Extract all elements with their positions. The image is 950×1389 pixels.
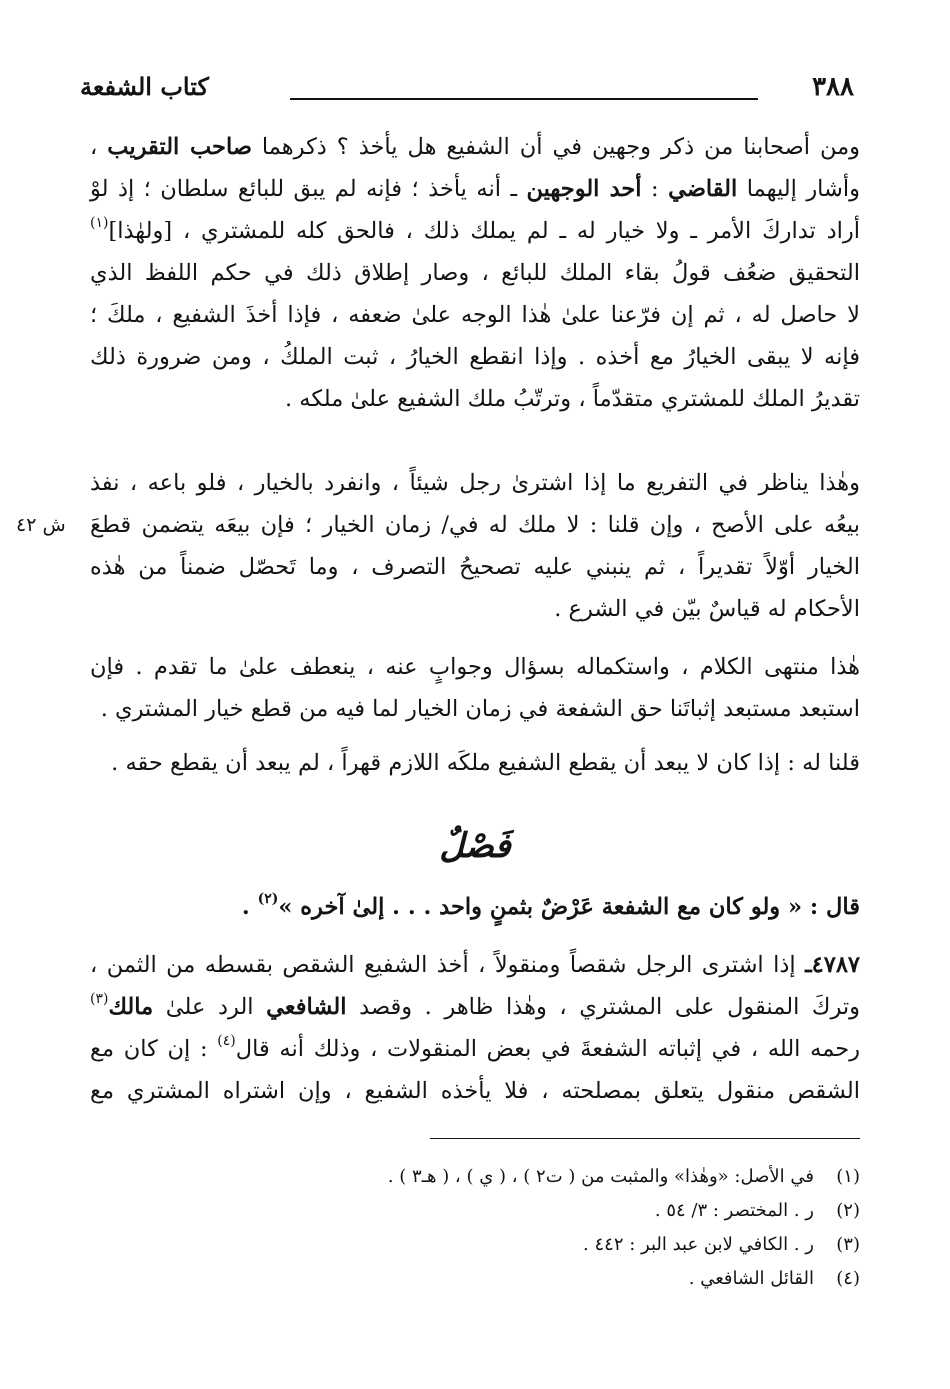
bold-name: الشافعي [266, 994, 347, 1020]
footnote-ref: (٤) [217, 1033, 236, 1049]
manuscript-margin-note: ش ٤٢ [16, 514, 66, 536]
section-heading-fasl: فَصْلٌ [439, 826, 511, 866]
text-line: وهٰذا يناظر في التفريع ما إذا اشترىٰ رجل شيئاً ، وانفرد بالخيار ، فلو باعه ، نفذ [90, 470, 860, 496]
bold-name: صاحب التقريب [107, 134, 252, 160]
footnote: (١) في الأصل: «وهٰذا» والمثبت من ( ت٢ ) ، ( ي ) ، ( هـ٣ ) . [387, 1166, 860, 1187]
footnote: (٤) القائل الشافعي . [688, 1268, 860, 1289]
footnote-ref: (٢) [257, 891, 279, 907]
paragraph-3 [90, 646, 860, 730]
paragraph-2 [90, 462, 860, 630]
text-line: استبعد مستبعد إثباتَنا حق الشفعة في زمان الخيار لما فيه من قطع خيار المشتري . [100, 696, 860, 722]
text-line: تقديرُ الملك للمشتري متقدّماً ، وترتّبُ ملك الشفيع علىٰ ملكه . [284, 386, 860, 412]
paragraph-5 [90, 944, 860, 1112]
text-line: ومن أصحابنا من ذكر وجهين في أن الشفيع هل يأخذ ؟ ذكرهما صاحب التقريب ، [90, 134, 860, 160]
text-line: أراد تداركَ الأمر ـ ولا خيار له ـ لم يملك ذلك ، فالحق كله للمشتري ، [ولهٰذا]$^{(١)}$ [90, 215, 860, 244]
paragraph-4 [90, 742, 860, 784]
text-line: وأشار إليهما القاضي : أحد الوجهين ـ أنه يأخذ ؛ فإنه لم يبق للبائع سلطان ؛ إذ لوْ [90, 176, 861, 202]
text-line: التحقيق ضعُف قولُ بقاء الملك للبائع ، وصار إطلاق ذلك في حكم اللفظ الذي [90, 260, 860, 286]
footnotes [90, 1160, 860, 1296]
bold-term: أحد الوجهين [526, 176, 642, 202]
text-line: رحمه الله ، في إثباته الشفعةَ في بعض المنقولات ، وذلك أنه قال$^{(٤)}$ : إن كان مع [90, 1033, 860, 1062]
text-line: قال : « ولو كان مع الشفعة عَرْضٌ بثمنٍ واحد . . . إلىٰ آخره »$^{(٢)}$ . [241, 891, 860, 920]
issue-number: ٤٧٨٧ـ [805, 952, 860, 978]
text-line: ٤٧٨٧ـ إذا اشترى الرجل شقصاً ومنقولاً ، أخذ الشفيع الشقص بقسطه من الثمن ، [90, 952, 860, 978]
page-number: ٣٨٨ [812, 72, 854, 102]
text-line: لا حاصل له ، ثم إن فرّعنا علىٰ هٰذا الوجه علىٰ ضعفه ، فإذا أخذَ الشفيع ، ملكَ ؛ [90, 302, 860, 328]
paragraph-1 [90, 126, 860, 420]
text-line: الشقص منقول يتعلق بمصلحته ، فلا يأخذه الشفيع ، وإن اشتراه المشتري مع [90, 1078, 860, 1104]
text-line: وتركَ المنقول على المشتري ، وهٰذا ظاهر . وقصد الشافعي الرد علىٰ مالك$^{(٣)}$ [90, 991, 860, 1020]
footnote-rule [430, 1138, 860, 1139]
book-title: كتاب الشفعة [80, 72, 209, 101]
footnote: (٢) ر . المختصر : ٣/ ٥٤ . [654, 1200, 860, 1221]
footnote-ref: (٣) [90, 991, 109, 1007]
bold-name: القاضي [668, 176, 738, 202]
text-line: الأحكام له قياسٌ بيّن في الشرع . [554, 596, 860, 622]
footnote: (٣) ر . الكافي لابن عبد البر : ٤٤٢ . [583, 1234, 860, 1255]
text-line: قلنا له : إذا كان لا يبعد أن يقطع الشفيع ملكَه اللازم قهراً ، لم يبعد أن يقطع حقه . [111, 750, 860, 776]
text-line: فإنه لا يبقى الخيارُ مع أخذه . وإذا انقطع الخيارُ ، ثبت الملكُ ، ومن ضرورة ذلك [90, 344, 860, 370]
header-rule [290, 98, 758, 100]
text-line: هٰذا منتهى الكلام ، واستكماله بسؤال وجوابٍ عنه ، ينعطف علىٰ ما تقدم . فإن [90, 654, 860, 680]
text-line: بيعُه على الأصح ، وإن قلنا : لا ملك له في/ زمان الخيار ؛ فإن بيعَه يتضمن قطعَ [90, 512, 860, 538]
bold-name: مالك [108, 994, 154, 1020]
running-header [80, 72, 870, 112]
footnote-ref: (١) [90, 215, 109, 231]
quoted-statement [90, 886, 860, 928]
text-line: الخيار أوّلاً تقديراً ، ثم ينبني عليه تصحيحُ التصرف ، وما تَحصّل ضمناً من هٰذه [90, 554, 860, 580]
